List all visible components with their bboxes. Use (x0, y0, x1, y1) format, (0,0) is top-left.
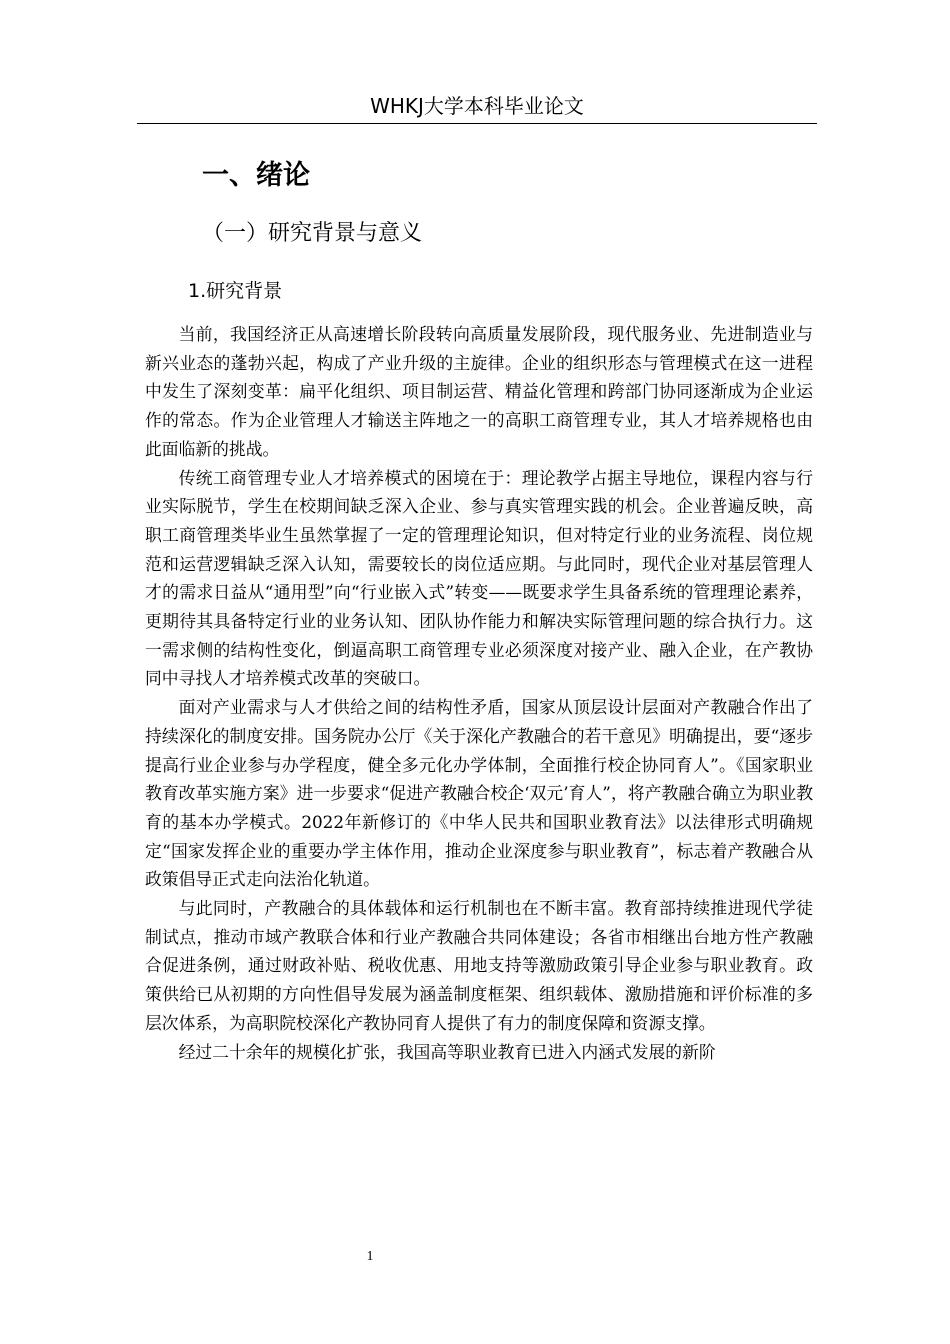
subsection-heading: 1.研究背景 (188, 280, 283, 302)
chapter-heading: 一、绪论 (202, 160, 310, 191)
paragraph: 传统工商管理专业人才培养模式的困境在于：理论教学占据主导地位，课程内容与行业实际脱节，学生在校期间缺乏深入企业、参与真实管理实践的机会。企业普遍反映，高职工商管理类毕业生虽然掌握了一定的管理理论知识，但对特定行业的业务流程、岗位规范和运营逻辑缺乏深入认知，需要较长的岗位适应期。与此同时，现代企业对基层管理人才的需求日益从“通用型”向“行业嵌入式”转变——既要求学生具备系统的管理理论素养，更期待其具备特定行业的业务认知、团队协作能力和解决实际管理问题的综合执行力。这一需求侧的结构性变化，倒逼高职工商管理专业必须深度对接产业、融入企业，在产教协同中寻找人才培养模式改革的突破口。 (145, 467, 813, 689)
body-text (145, 320, 813, 1066)
page-header: WHKJ大学本科毕业论文 (370, 94, 584, 118)
section-heading: （一）研究背景与意义 (202, 221, 423, 246)
page-number: 1 (366, 1249, 374, 1264)
paragraph: 经过二十余年的规模化扩张，我国高等职业教育已进入内涵式发展的新阶 (178, 1041, 716, 1062)
paragraph: 面对产业需求与人才供给之间的结构性矛盾，国家从顶层设计层面对产教融合作出了持续深化的制度安排。国务院办公厅《关于深化产教融合的若干意见》明确提出，要“逐步提高行业企业参与办学程度，健全多元化办学体制，全面推行校企协同育人”。《国家职业教育改革实施方案》进一步要求“促进产教融合校企‘双元’育人”，将产教融合确立为职业教育的基本办学模式。2022年新修订的《中华人民共和国职业教育法》以法律形式明确规定“国家发挥企业的重要办学主体作用，推动企业深度参与职业教育”，标志着产教融合从政策倡导正式走向法治化轨道。 (145, 697, 813, 890)
paragraph: 与此同时，产教融合的具体载体和运行机制也在不断丰富。教育部持续推进现代学徒制试点，推动市域产教联合体和行业产教融合共同体建设；各省市相继出台地方性产教融合促进条例，通过财政补贴、税收优惠、用地支持等激励政策引导企业参与职业教育。政策供给已从初期的方向性倡导发展为涵盖制度框架、组织载体、激励措施和评价标准的多层次体系，为高职院校深化产教协同育人提供了有力的制度保障和资源支撑。 (145, 898, 813, 1033)
header-rule (137, 123, 817, 124)
paragraph: 当前，我国经济正从高速增长阶段转向高质量发展阶段，现代服务业、先进制造业与新兴业态的蓬勃兴起，构成了产业升级的主旋律。企业的组织形态与管理模式在这一进程中发生了深刻变革：扁平化组织、项目制运营、精益化管理和跨部门协同逐渐成为企业运作的常态。作为企业管理人才输送主阵地之一的高职工商管理专业，其人才培养规格也由此面临新的挑战。 (145, 324, 813, 459)
